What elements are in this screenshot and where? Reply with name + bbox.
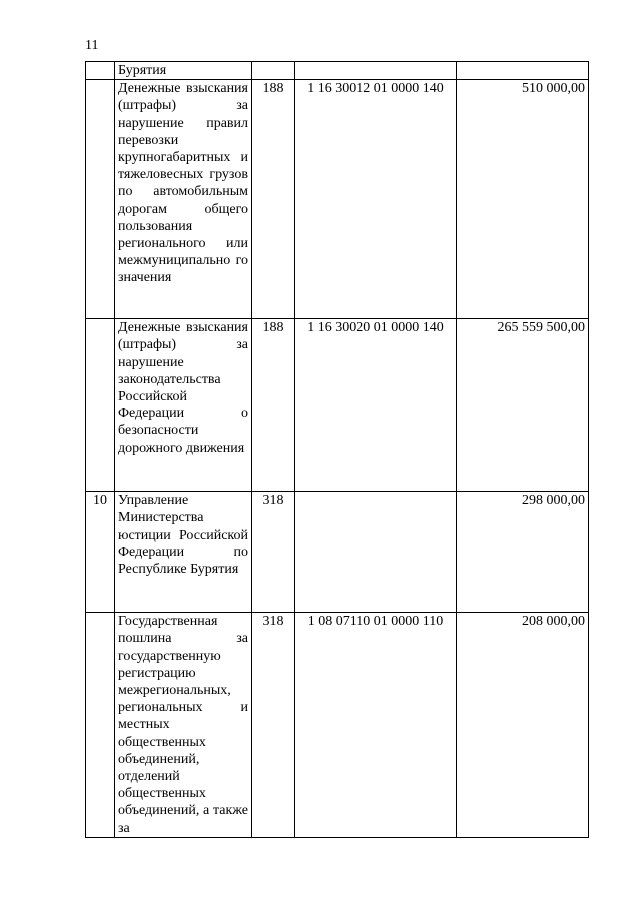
row-number-cell xyxy=(86,613,115,838)
amount-cell xyxy=(457,62,589,80)
budget-class-code-cell xyxy=(295,62,457,80)
row-number-cell xyxy=(86,80,115,319)
admin-code-cell: 318 xyxy=(252,492,295,613)
admin-code-cell: 188 xyxy=(252,319,295,492)
budget-class-code-cell xyxy=(295,492,457,613)
revenue-name-cell: Денежные взыскания (штрафы) за нарушение правил перевозки крупногабаритных и тяжеловесных грузов по автомобильным дорогам общего пользования регионального или межмуниципально го значения xyxy=(115,80,252,319)
admin-code-cell: 318 xyxy=(252,613,295,838)
row-number-cell xyxy=(86,62,115,80)
row-number-cell xyxy=(86,319,115,492)
amount-cell: 510 000,00 xyxy=(457,80,589,319)
admin-code-cell: 188 xyxy=(252,80,295,319)
budget-class-code-cell: 1 08 07110 01 0000 110 xyxy=(295,613,457,838)
admin-code-cell xyxy=(252,62,295,80)
amount-cell: 265 559 500,00 xyxy=(457,319,589,492)
row-number-cell: 10 xyxy=(86,492,115,613)
amount-cell: 208 000,00 xyxy=(457,613,589,838)
revenue-name-cell: Управление Министерства юстиции Российской Федерации по Республике Бурятия xyxy=(115,492,252,613)
table-row xyxy=(86,62,589,80)
revenue-table xyxy=(85,61,589,838)
revenue-name-cell: Денежные взыскания (штрафы) за нарушение законодательства Российской Федерации о безопасности дорожного движения xyxy=(115,319,252,492)
revenue-name-cell: Государственная пошлина за государственную регистрацию межрегиональных, региональных и местных общественных объединений, отделений общественных объединений, а также за xyxy=(115,613,252,838)
budget-class-code-cell: 1 16 30020 01 0000 140 xyxy=(295,319,457,492)
table-row xyxy=(86,319,589,492)
page-number: 11 xyxy=(85,38,99,53)
table-row xyxy=(86,80,589,319)
budget-class-code-cell: 1 16 30012 01 0000 140 xyxy=(295,80,457,319)
table-row xyxy=(86,613,589,838)
revenue-name-cell: Бурятия xyxy=(115,62,252,80)
amount-cell: 298 000,00 xyxy=(457,492,589,613)
table-row xyxy=(86,492,589,613)
